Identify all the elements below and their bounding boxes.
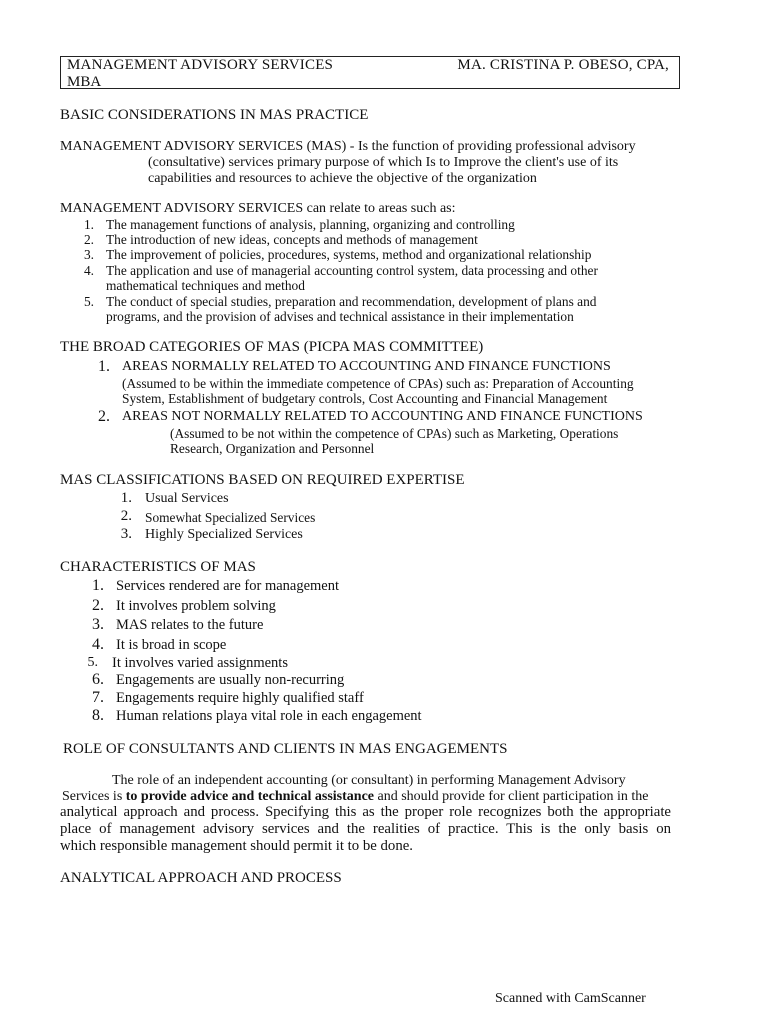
list-number: 2. [120,508,132,524]
list-text: Usual Services [145,491,229,506]
paragraph-text: Services is [62,789,126,804]
list-text: The conduct of special studies, preparation and recommendation, development of plans and [106,294,597,309]
list-number: 1. [98,358,110,375]
list-number: 1. [92,577,104,594]
list-text: Engagements are usually non-recurring [116,672,345,688]
list-number: 5. [87,655,98,670]
paragraph-line-3: analytical approach and process. Specifying this as the proper role recognizes both the appropriate [60,804,671,820]
header-course-title: MANAGEMENT ADVISORY SERVICES [67,57,334,73]
section-title-role-of-consultants: ROLE OF CONSULTANTS AND CLIENTS IN MAS ENGAGEMENTS [63,741,508,757]
list-text: The application and use of managerial accounting control system, data processing and other [106,263,598,278]
list-number: 8. [92,707,104,724]
list-text: MAS relates to the future [116,617,264,633]
list-text: The improvement of policies, procedures, systems, method and organizational relationship [106,247,592,262]
category-description-line-2: Research, Organization and Personnel [170,441,375,456]
category-title: AREAS NOT NORMALLY RELATED TO ACCOUNTING AND FINANCE FUNCTIONS [122,409,643,424]
list-text: Human relations playa vital role in each engagement [116,708,422,724]
list-text: The management functions of analysis, planning, organizing and controlling [106,217,515,232]
list-text: Services rendered are for management [116,578,340,594]
list-number: 4. [83,263,94,278]
header-author-degree: MBA [67,74,102,90]
list-number: 3. [83,247,94,262]
section-title-broad-categories: THE BROAD CATEGORIES OF MAS (PICPA MAS COMMITTEE) [60,339,484,355]
list-number: 6. [92,671,104,688]
section-title-analytical-approach: ANALYTICAL APPROACH AND PROCESS [60,870,342,886]
list-number: 1. [120,490,132,506]
list-text: Highly Specialized Services [145,527,303,542]
list-number: 5. [83,294,94,309]
list-text: Engagements require highly qualified staff [116,690,364,706]
mas-definition-line-3: capabilities and resources to achieve the objective of the organization [148,171,537,186]
scanner-watermark: Scanned with CamScanner [495,991,646,1006]
paragraph-line-2 [62,789,649,805]
paragraph-emphasis: to provide advice and technical assistance [125,789,375,804]
areas-intro: MANAGEMENT ADVISORY SERVICES can relate to areas such as: [60,201,456,216]
list-number: 2. [98,408,110,425]
category-description-line-2: System, Establishment of budgetary controls, Cost Accounting and Financial Management [122,391,608,406]
category-description-line-1: (Assumed to be within the immediate competence of CPAs) such as: Preparation of Accounting [122,376,634,391]
list-number: 1. [83,217,94,232]
document-header [60,56,680,89]
list-text: The introduction of new ideas, concepts and methods of management [106,232,478,247]
header-author: MA. CRISTINA P. OBESO, CPA, [457,57,669,73]
list-number: 4. [92,636,104,653]
mas-definition-line-2: (consultative) services primary purpose of which Is to Improve the client's use of its [148,155,619,170]
mas-definition-line-1: MANAGEMENT ADVISORY SERVICES (MAS) - Is the function of providing professional advisory [60,139,636,154]
list-text: Somewhat Specialized Services [145,510,316,525]
list-number: 3. [120,526,132,542]
list-number: 2. [92,597,104,614]
category-title: AREAS NORMALLY RELATED TO ACCOUNTING AND FINANCE FUNCTIONS [122,359,611,374]
list-number: 7. [92,689,104,706]
section-title-basic-considerations: BASIC CONSIDERATIONS IN MAS PRACTICE [60,107,369,123]
paragraph-line-5: which responsible management should permit it to be done. [60,838,413,854]
list-text: It involves problem solving [116,598,276,614]
category-description-line-1: (Assumed to be not within the competence of CPAs) such as Marketing, Operations [170,426,619,441]
list-text-continued: mathematical techniques and method [106,278,305,293]
list-text: It is broad in scope [116,637,227,653]
paragraph-line-1: The role of an independent accounting (or consultant) in performing Management Advisory [112,773,626,788]
list-number: 3. [92,616,104,633]
list-text: It involves varied assignments [112,655,288,671]
section-title-classifications: MAS CLASSIFICATIONS BASED ON REQUIRED EXPERTISE [60,472,465,488]
section-title-characteristics: CHARACTERISTICS OF MAS [60,559,256,575]
list-number: 2. [83,232,94,247]
list-text-continued: programs, and the provision of advises and technical assistance in their implementation [106,309,574,324]
paragraph-line-4: place of management advisory services and the realities of practice. This is the only basis on [60,821,671,837]
paragraph-text: and should provide for client participation in the [374,789,649,804]
